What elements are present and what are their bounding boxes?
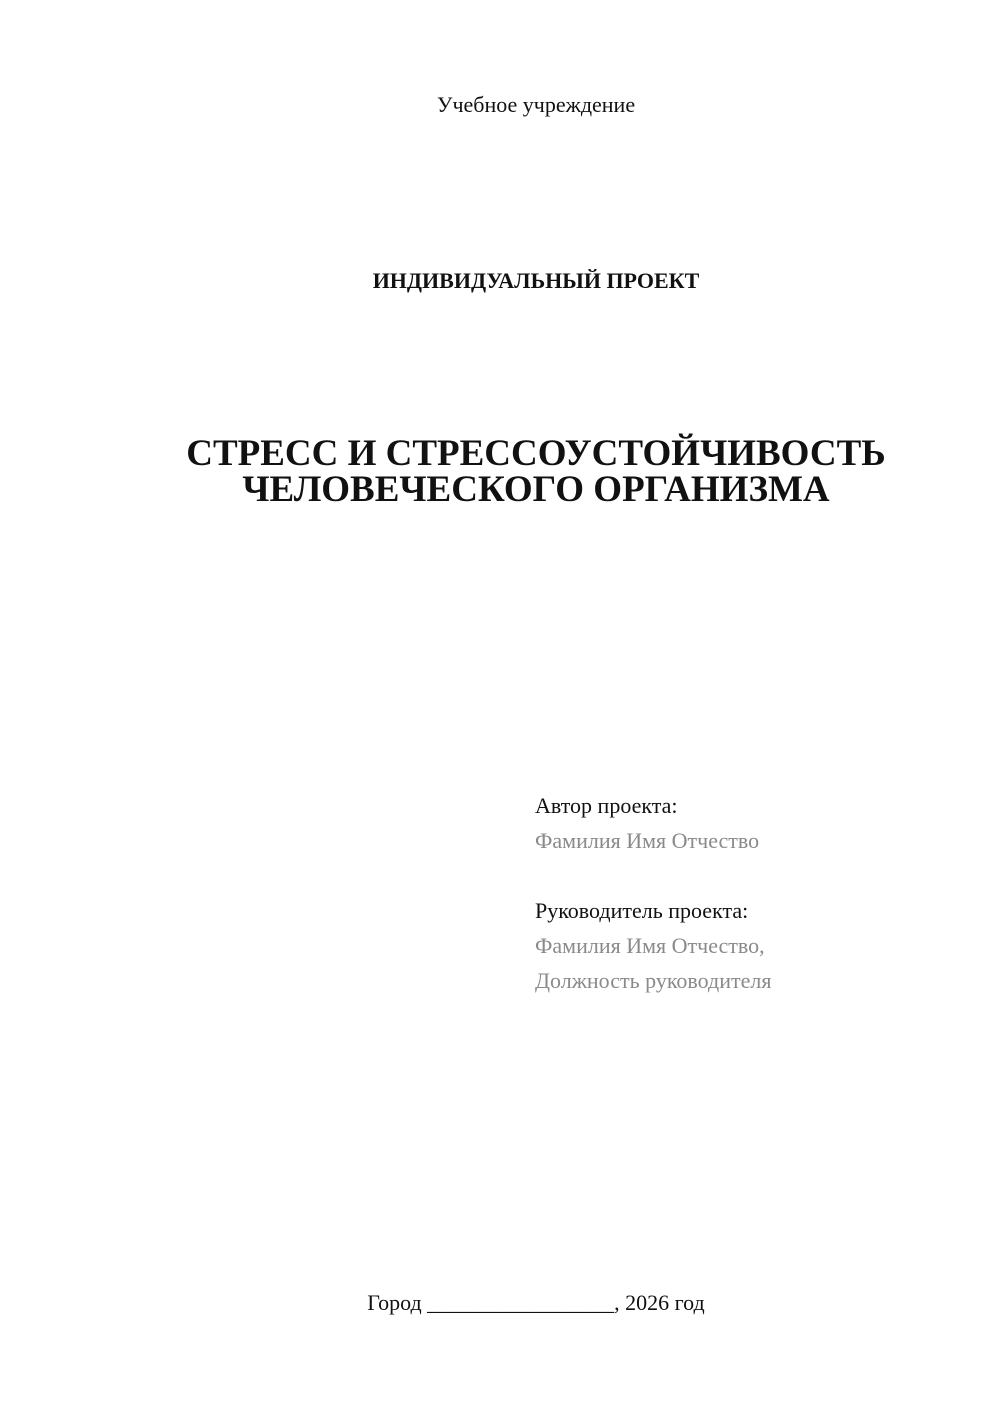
project-title-line-1: СТРЕСС И СТРЕССОУСТОЙЧИВОСТЬ	[186, 433, 886, 474]
project-title	[0, 433, 1000, 510]
credits-spacer	[535, 858, 771, 893]
author-label: Автор проекта:	[535, 793, 678, 818]
document-type: ИНДИВИДУАЛЬНЫЙ ПРОЕКТ	[372, 268, 700, 293]
project-title-line-2: ЧЕЛОВЕЧЕСКОГО ОРГАНИЗМА	[242, 469, 830, 510]
institution-name: Учебное учреждение	[436, 92, 636, 117]
author-name: Фамилия Имя Отчество	[535, 828, 760, 853]
supervisor-name: Фамилия Имя Отчество,	[535, 933, 765, 958]
city-year-line: Город _________________, 2026 год	[367, 1290, 705, 1315]
supervisor-position: Должность руководителя	[535, 968, 772, 993]
supervisor-label: Руководитель проекта:	[535, 898, 749, 923]
credits-block	[535, 788, 771, 998]
